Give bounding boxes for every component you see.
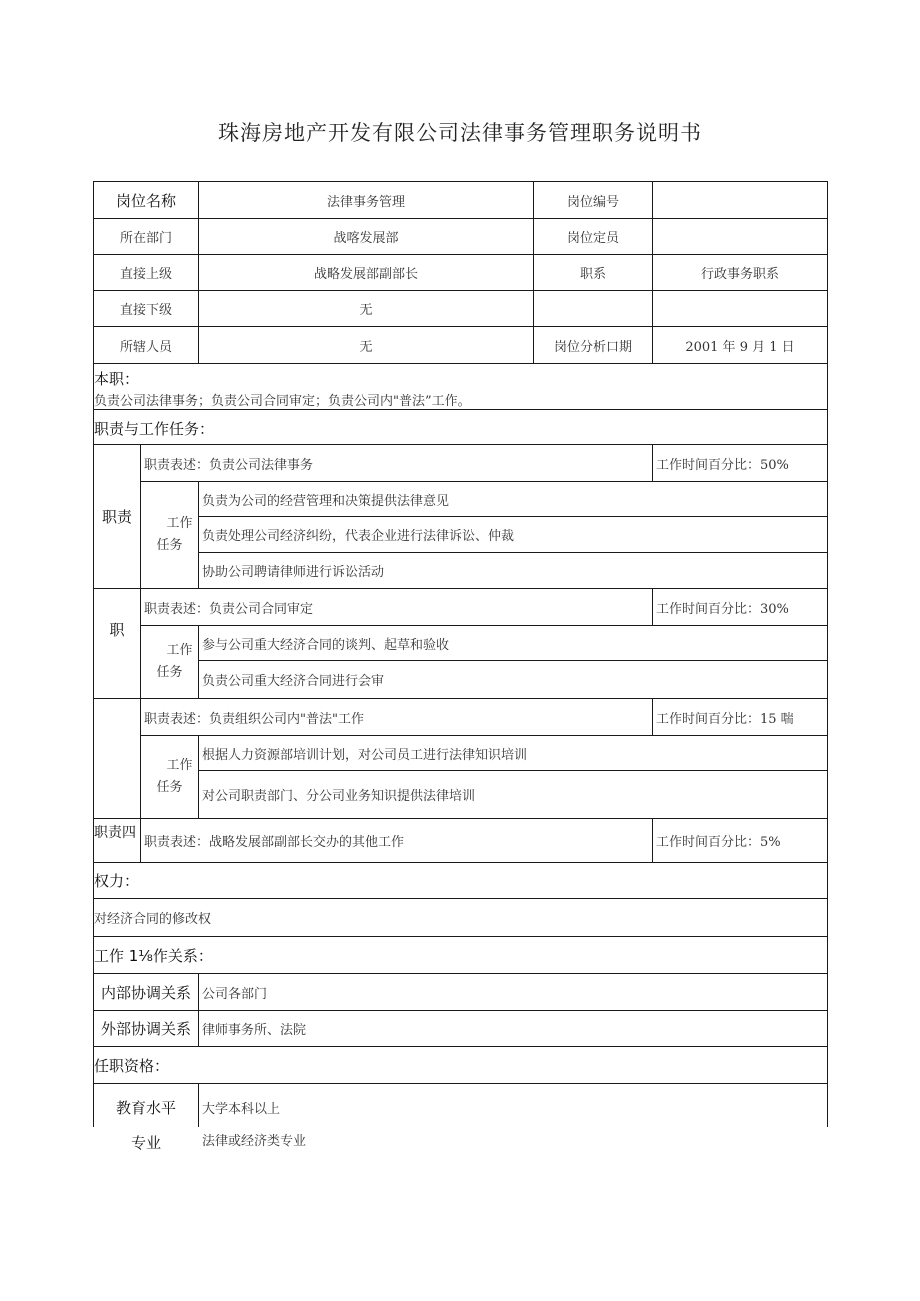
responsibilities-label: 职责与工作任务：: [94, 419, 215, 438]
resp1-task-3: 协助公司聘请律师进行诉讼活动: [202, 565, 385, 580]
resp3-side-label: [94, 699, 140, 818]
resp3-task-label: 工作 任务: [156, 758, 193, 795]
resp1-desc: 职责表述：负责公司法律事务: [144, 457, 314, 473]
authority-label: 权力：: [94, 872, 140, 890]
external-relations-label: 外部协调关系: [100, 1020, 191, 1038]
job-family-value: 行政事务职系: [700, 267, 779, 282]
resp2-task-1: 参与公司重大经济合同的谈判、起草和验收: [202, 637, 450, 653]
duty-text: 负责公司法律事务；负责公司合同审定；负责公司内"普法”工作。: [94, 393, 471, 409]
resp4-pct: 工作时间百分比：5%: [656, 835, 781, 850]
major-label: 专业: [130, 1133, 161, 1152]
superior-value: 战略发展部副部长: [313, 267, 418, 282]
position-no-value: [653, 182, 827, 218]
major-value: 法律或经济类专业: [202, 1133, 307, 1149]
superior-label: 直接上级: [119, 267, 172, 282]
duty-label: 本职：: [94, 369, 140, 388]
resp2-desc: 职责表述：负责公司合同审定: [144, 601, 314, 617]
resp4-side-label: 职责四: [94, 825, 136, 841]
position-no-label: 岗位编号: [566, 194, 619, 210]
resp1-task-1: 负责为公司的经营管理和决策提供法律意见: [202, 493, 450, 509]
staff-value: 无: [359, 339, 373, 355]
headcount-value: [653, 219, 827, 254]
analysis-date-value: 2001 年 9 月 1 日: [685, 339, 795, 355]
resp2-task-label: 工作 任务: [156, 643, 193, 680]
resp2-task-2: 负责公司重大经济合同进行会审: [202, 674, 385, 689]
resp4-desc: 职责表述：战略发展部副部长交办的其他工作: [144, 835, 405, 850]
internal-relations-value: 公司各部门: [202, 986, 268, 1002]
internal-relations-label: 内部协调关系: [100, 983, 191, 1002]
headcount-label: 岗位定员: [566, 231, 619, 246]
education-value: 大学本科以上: [202, 1101, 281, 1117]
position-name-value: 法律事务管理: [326, 194, 405, 210]
position-name-label: 岗位名称: [115, 191, 176, 210]
subordinate-value: 无: [359, 303, 373, 318]
department-value: 战喀发展部: [333, 231, 399, 246]
education-label: 教育水平: [115, 1098, 176, 1117]
resp3-task-2: 对公司职责部门、分公司业务知识提供法律培训: [202, 789, 476, 804]
resp1-task-label: 工作 任务: [156, 516, 193, 553]
analysis-date-label: 岗位分析口期: [553, 339, 632, 355]
external-relations-value: 律师事务所、法院: [202, 1023, 307, 1038]
resp3-desc: 职责表述：负责组织公司内"普法"工作: [144, 711, 364, 727]
resp1-pct: 工作时间百分比：50%: [656, 457, 789, 473]
subordinate-label: 直接下级: [119, 303, 172, 318]
authority-text: 对经济合同的修改权: [94, 912, 212, 927]
resp2-side-label: 职: [109, 620, 125, 639]
page-title: 珠海房地产开发有限公司法律事务管理职务说明书: [218, 121, 702, 145]
resp1-task-2: 负责处理公司经济纠纷，代表企业进行法律诉讼、仲裁: [202, 529, 515, 544]
relations-label: 工作 1⅛作关系：: [94, 946, 213, 965]
resp1-side-label: 职责: [101, 508, 132, 526]
resp3-pct: 工作时间百分比：15 喘: [656, 711, 794, 727]
resp2-pct: 工作时间百分比：30%: [656, 601, 789, 617]
qualifications-label: 任职资格：: [94, 1056, 170, 1075]
job-family-label: 职系: [579, 267, 606, 282]
staff-label: 所辖人员: [119, 339, 172, 355]
resp3-task-1: 根据人力资源部培训计划，对公司员工进行法律知识培训: [202, 747, 528, 763]
department-label: 所在部门: [119, 231, 172, 246]
